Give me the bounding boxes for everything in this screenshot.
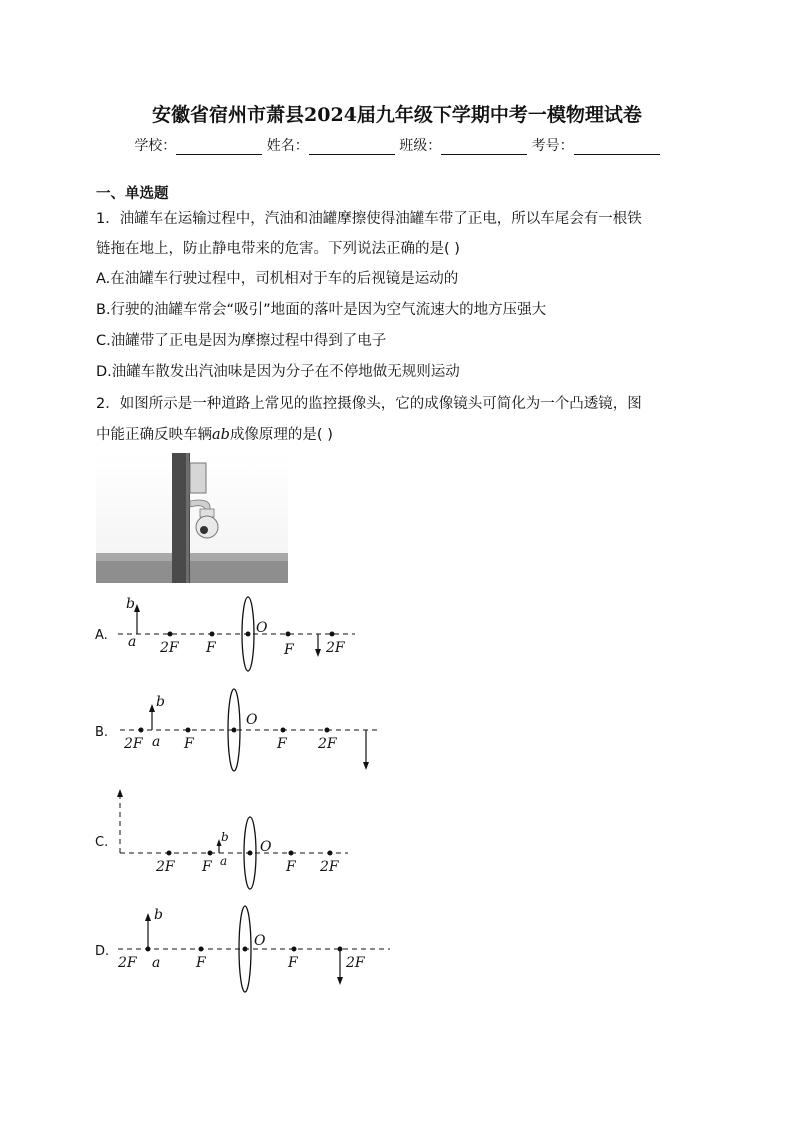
q2-stem-line2: 中能正确反映车辆ab成像原理的是( ) [96, 427, 333, 443]
label-b: b [156, 694, 165, 710]
focal-point-2f-left [139, 728, 144, 733]
optical-center [232, 728, 237, 733]
label-f-right: F [277, 736, 287, 752]
label-2f-left: 2F [160, 640, 179, 656]
label-f-right: F [288, 955, 298, 971]
label-2f-right: 2F [326, 640, 345, 656]
class-blank[interactable] [441, 139, 527, 155]
diagram-b-label: B. [95, 725, 109, 740]
label-a: a [152, 734, 161, 750]
label-f-left: F [196, 955, 206, 971]
student-info-row [0, 135, 794, 155]
object-arrowhead [145, 913, 151, 921]
name-label: 姓名： [266, 138, 309, 154]
diagram-option-c [90, 785, 360, 893]
focal-point-f-left [208, 851, 213, 856]
label-f-left: F [206, 640, 216, 656]
label-f-left: F [202, 859, 212, 875]
label-b: b [126, 596, 135, 612]
focal-point-2f-right [325, 728, 330, 733]
label-a: a [220, 854, 228, 868]
label-b: b [221, 830, 229, 844]
focal-point-2f-left [167, 851, 172, 856]
focal-point-2f-right [330, 632, 335, 637]
label-o: O [254, 933, 266, 949]
label-b: b [154, 907, 163, 923]
label-a: a [128, 634, 137, 650]
diagram-option-a [90, 594, 370, 678]
section-heading: 一、单选题 [96, 186, 169, 202]
label-f-right: F [284, 642, 294, 658]
focal-point-2f-left [168, 632, 173, 637]
label-o: O [260, 839, 272, 855]
vehicle-ab-variable: ab [212, 427, 230, 443]
optical-center [246, 632, 251, 637]
q2-stem-line1: 2．如图所示是一种道路上常见的监控摄像头，它的成像镜头可简化为一个凸透镜，图 [96, 396, 642, 412]
school-blank[interactable] [176, 139, 262, 155]
focal-point-f-right [281, 728, 286, 733]
q1-option-d: D.油罐车散发出汽油味是因为分子在不停地做无规则运动 [96, 364, 460, 380]
exam-number-label: 考号： [531, 138, 574, 154]
name-blank[interactable] [309, 139, 395, 155]
q1-option-c: C.油罐带了正电是因为摩擦过程中得到了电子 [96, 333, 387, 349]
label-2f-left: 2F [118, 955, 137, 971]
label-2f-right: 2F [318, 736, 337, 752]
label-f-right: F [286, 859, 296, 875]
optical-center [248, 851, 253, 856]
exam-title: 安徽省宿州市萧县2024届九年级下学期中考一模物理试卷 [152, 104, 642, 126]
class-label: 班级： [399, 138, 442, 154]
q1-stem-line1: 1．油罐车在运输过程中，汽油和油罐摩擦使得油罐车带了正电，所以车尾会有一根铁 [96, 211, 642, 227]
q1-option-a: A.在油罐车行驶过程中，司机相对于车的后视镜是运动的 [96, 271, 459, 287]
label-2f-left: 2F [156, 859, 175, 875]
focal-point-f-right [289, 851, 294, 856]
label-2f-left: 2F [124, 736, 143, 752]
label-f-left: F [184, 736, 194, 752]
label-2f-right: 2F [346, 955, 365, 971]
optical-center [243, 947, 248, 952]
exam-number-blank[interactable] [574, 139, 660, 155]
focal-point-2f-right [328, 851, 333, 856]
q1-stem-line2: 链拖在地上，防止静电带来的危害。下列说法正确的是( ) [96, 241, 460, 257]
image-arrowhead [337, 977, 343, 985]
diagram-c-label: C. [95, 835, 109, 850]
diagram-d-label: D. [95, 944, 110, 959]
diagram-a-label: A. [95, 628, 108, 643]
q1-option-b: B.行驶的油罐车常会“吸引”地面的落叶是因为空气流速大的地方压强大 [96, 302, 547, 318]
focal-point-f-right [292, 947, 297, 952]
label-a: a [152, 955, 161, 971]
object-arrowhead [149, 704, 155, 712]
camera-photo [96, 453, 288, 583]
virtual-image-arrowhead [117, 789, 123, 797]
diagram-option-b [90, 684, 390, 776]
label-o: O [246, 712, 258, 728]
focal-point-f-left [210, 632, 215, 637]
image-arrowhead [363, 762, 369, 770]
label-o: O [256, 620, 268, 636]
label-2f-right: 2F [320, 859, 339, 875]
image-arrowhead [315, 649, 321, 657]
focal-point-f-left [199, 947, 204, 952]
focal-point-f-left [186, 728, 191, 733]
school-label: 学校： [134, 138, 177, 154]
focal-point-f-right [286, 632, 291, 637]
diagram-option-d [90, 903, 400, 998]
